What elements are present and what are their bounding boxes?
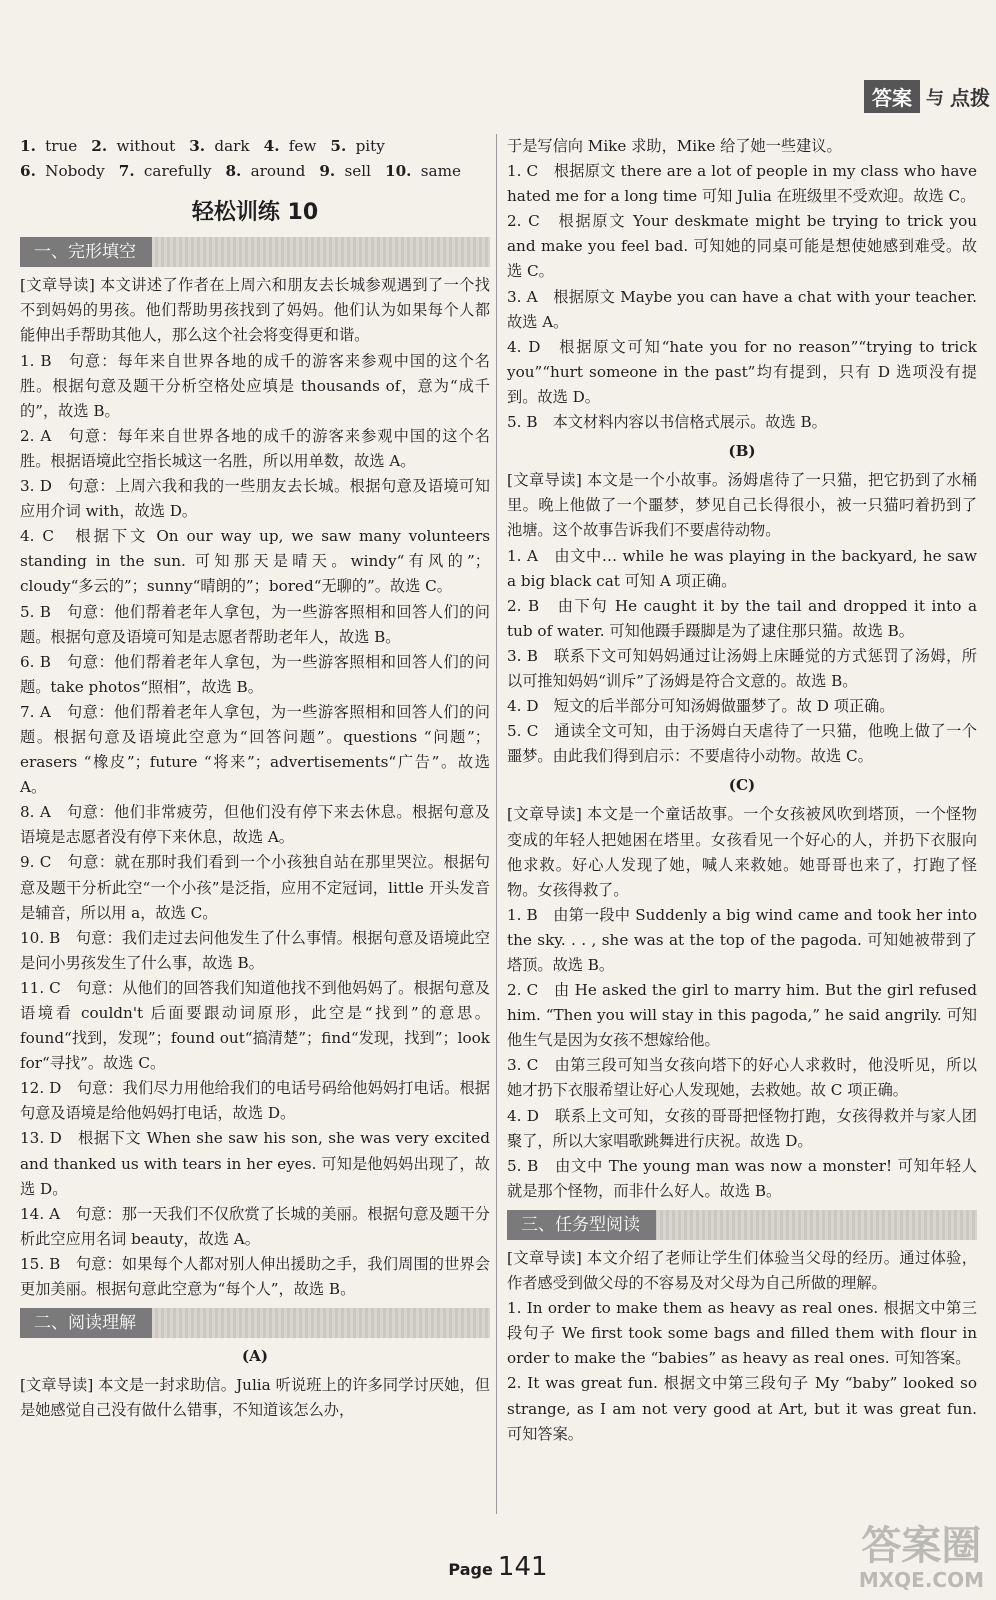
paragraph: 4. D 根据原文可知“hate you for no reason”“trying to trick you”“hurt someone in the past”均有提到，只有 D 选项没有提到。故选 D。 <box>507 337 977 406</box>
watermark-logo: 答案圈 <box>861 1523 982 1569</box>
right-column <box>507 134 977 1447</box>
paragraph: 8. A 句意：他们非常疲劳，但他们没有停下来去休息。根据句意及语境是志愿者没有停下来休息，故选 A。 <box>20 803 490 847</box>
header-answer-label: 答案 <box>864 80 920 113</box>
answer-item <box>385 159 461 184</box>
reading-a-answers <box>507 134 977 435</box>
reading-b-answers <box>507 468 977 769</box>
answer-item <box>91 134 175 159</box>
paragraph: 1. C 根据原文 there are a lot of people in my class who have hated me for a long time 可知 Julia 在班级里不受欢迎。故选 C。 <box>507 162 977 206</box>
answer-number: 8. <box>225 162 247 181</box>
answer-word: dark <box>214 137 250 155</box>
paragraph: 4. D 联系上文可知，女孩的哥哥把怪物打跑，女孩得救并与家人团聚了，所以大家唱歌跳舞进行庆祝。故选 D。 <box>507 1106 977 1150</box>
paragraph: [文章导读] 本文是一封求助信。Julia 听说班上的许多同学讨厌她，但是她感觉自己没有做什么错事，不知道该怎么办， <box>20 1376 490 1420</box>
paragraph: 6. B 句意：他们帮着老年人拿包，为一些游客照相和回答人们的问题。take photos“照相”，故选 B。 <box>20 652 490 696</box>
section-header-reading <box>20 1308 490 1338</box>
paragraph: 于是写信向 Mike 求助，Mike 给了她一些建议。 <box>507 137 842 155</box>
paragraph: 5. B 由文中 The young man was now a monster! 可知年轻人就是那个怪物，而非什么好人。故选 B。 <box>507 1156 977 1200</box>
paragraph: 5. B 句意：他们帮着老年人拿包，为一些游客照相和回答人们的问题。根据句意及语境可知是志愿者帮助老年人，故选 B。 <box>20 602 490 646</box>
answer-word: same <box>420 162 461 181</box>
answer-item <box>264 134 317 159</box>
paragraph: 2. B 由下句 He caught it by the tail and dropped it into a tub of water. 可知他蹑手蹑脚是为了逮住那只猫。故选 B。 <box>507 596 977 640</box>
answer-word: around <box>250 162 306 181</box>
answer-number: 9. <box>319 162 341 181</box>
paragraph: 4. C 根据下文 On our way up, we saw many volunteers standing in the sun. 可知那天是晴天。windy“有风的”；cloudy“多云的”；sunny“晴朗的”；bored“无聊的”。故选 C。 <box>20 527 490 596</box>
paragraph: 2. It was great fun. 根据文中第三段句子 My “baby” looked so strange, as I am not very good at Art, but it was great fun. 可知答案。 <box>507 1374 977 1443</box>
paragraph: 13. D 根据下文 When she saw his son, she was very excited and thanked us with tears in her eyes. 可知是他妈妈出现了，故选 D。 <box>20 1129 490 1198</box>
header-tab <box>864 80 996 113</box>
page-title: 轻松训练 10 <box>191 200 319 226</box>
paragraph: 3. B 联系下文可知妈妈通过让汤姆上床睡觉的方式惩罚了汤姆，所以可推知妈妈“训斥”了汤姆是符合文意的。故选 B。 <box>507 646 977 690</box>
paragraph: 9. C 句意：就在那时我们看到一个小孩独自站在那里哭泣。根据句意及题干分析此空“一个小孩”是泛指，应用不定冠词，little 开头发音是辅音，所以用 a，故选 C。 <box>20 853 490 922</box>
paragraph: 3. A 根据原文 Maybe you can have a chat with your teacher. 故选 A。 <box>507 287 977 331</box>
paragraph: 2. A 句意：每年来自世界各地的成千的游客来参观中国的这个名胜。根据语境此空指长城这一名胜，所以用单数，故选 A。 <box>20 426 490 470</box>
answer-item <box>20 134 77 159</box>
paragraph: [文章导读] 本文介绍了老师让学生们体验当父母的经历。通过体验，作者感受到做父母的不容易及对父母为自己所做的理解。 <box>507 1248 977 1293</box>
paragraph: 12. D 句意：我们尽力用他给我们的电话号码给他妈妈打电话。根据句意及语境是给他妈妈打电话，故选 D。 <box>20 1079 490 1123</box>
paragraph: 1. B 句意：每年来自世界各地的成千的游客来参观中国的这个名胜。根据句意及题干分析空格处应填是 thousands of，意为“成千的”，故选 B。 <box>20 351 490 420</box>
paragraph: 1. B 由第一段中 Suddenly a big wind came and took her into the sky. . . , she was at the top of the pagoda. 可知她被带到了塔顶。故选 B。 <box>507 905 977 974</box>
section-label: 二、阅读理解 <box>20 1308 152 1338</box>
page-label: Page <box>448 1560 493 1579</box>
answer-item <box>189 134 249 159</box>
page-footer <box>0 1552 996 1582</box>
answer-word: sell <box>344 162 371 181</box>
paragraph: 7. A 句意：他们帮着老年人拿包，为一些游客照相和回答人们的问题。根据句意及语境此空意为“回答问题”。questions “问题”；erasers “橡皮”；future “将来”；advertisements“广告”。故选 A。 <box>20 702 490 797</box>
answer-word: few <box>288 137 317 155</box>
cloze-answers <box>20 273 490 1302</box>
watermark <box>859 1524 984 1592</box>
answer-number: 10. <box>385 162 417 181</box>
subsection-b: (B) <box>728 442 756 461</box>
watermark-url: MXQE.COM <box>858 1568 984 1592</box>
paragraph: [文章导读] 本文是一个童话故事。一个女孩被风吹到塔顶，一个怪物变成的年轻人把她困在塔里。女孩看见一个好心的人，并扔下衣服向他求救。好心人发现了她，喊人来救她。她哥哥也来了，打跑了怪物。女孩得救了。 <box>507 805 977 899</box>
answer-item <box>225 159 305 184</box>
subsection-c: (C) <box>728 776 756 795</box>
answer-word: carefully <box>143 162 212 181</box>
paragraph: 3. C 由第三段可知当女孩向塔下的好心人求救时，他没听见，所以她才扔下衣服希望让好心人发现她，去救她。故 C 项正确。 <box>507 1056 977 1100</box>
answer-word: pity <box>355 137 385 155</box>
column-divider <box>496 134 497 1514</box>
answer-number: 1. <box>20 137 42 155</box>
section-label: 一、完形填空 <box>20 237 152 267</box>
subsection-a: (A) <box>241 1347 269 1366</box>
paragraph: 2. C 由 He asked the girl to marry him. But the girl refused him. “Then you will stay in this pagoda,” he said angrily. 可知他生气是因为女孩不想嫁给他。 <box>507 981 977 1050</box>
answer-word: Nobody <box>45 162 105 181</box>
answer-number: 7. <box>118 162 140 181</box>
left-column <box>20 134 490 1423</box>
paragraph: 14. A 句意：那一天我们不仅欣赏了长城的美丽。根据句意及题干分析此空应用名词 beauty，故选 A。 <box>20 1204 490 1248</box>
paragraph: 1. In order to make them as heavy as real ones. 根据文中第三段句子 We first took some bags and filled them with flour in order to make the “babies” as heavy as real ones. 可知答案。 <box>507 1299 977 1368</box>
header-with-label: 与 <box>926 87 944 109</box>
paragraph: 3. D 句意：上周六我和我的一些朋友去长城。根据句意及语境可知应用介词 with，故选 D。 <box>20 477 490 521</box>
paragraph: 5. C 通读全文可知，由于汤姆白天虐待了一只猫，他晚上做了一个噩梦。由此我们得到启示：不要虐待小动物。故选 C。 <box>507 722 977 766</box>
answer-item <box>319 159 371 184</box>
section-header-task <box>507 1210 977 1240</box>
answer-item <box>330 134 384 159</box>
paragraph: 1. A 由文中… while he was playing in the backyard, he saw a big black cat 可知 A 项正确。 <box>507 546 977 590</box>
answer-number: 6. <box>20 162 42 181</box>
reading-c-answers <box>507 802 977 1204</box>
answer-number: 5. <box>330 137 352 155</box>
task-reading-answers <box>507 1246 977 1447</box>
header-hint-label: 点拨 <box>950 86 990 110</box>
answer-number: 4. <box>263 137 285 155</box>
answer-number: 3. <box>189 137 211 155</box>
paragraph: 5. B 本文材料内容以书信格式展示。故选 B。 <box>507 413 827 432</box>
paragraph: [文章导读] 本文是一个小故事。汤姆虐待了一只猫，把它扔到了水桶里。晚上他做了一个噩梦，梦见自己长得很小，被一只猫叼着扔到了池塘。这个故事告诉我们不要虐待动物。 <box>507 471 977 540</box>
paragraph: 15. B 句意：如果每个人都对别人伸出援助之手，我们周围的世界会更加美丽。根据句意此空意为“每个人”，故选 B。 <box>20 1254 490 1299</box>
answer-item <box>119 159 212 184</box>
answer-word: true <box>45 137 78 155</box>
top-answers <box>20 134 490 184</box>
answer-number: 2. <box>91 137 113 155</box>
answer-item <box>20 159 105 184</box>
paragraph: 4. D 短文的后半部分可知汤姆做噩梦了。故 D 项正确。 <box>507 697 895 716</box>
section-header-cloze <box>20 237 490 267</box>
answer-word: without <box>116 137 176 155</box>
page-number: 141 <box>497 1552 548 1582</box>
section-label: 三、任务型阅读 <box>507 1210 656 1240</box>
paragraph: 2. C 根据原文 Your deskmate might be trying to trick you and make you feel bad. 可知她的同桌可能是想使她感到难受。故选 C。 <box>507 212 977 281</box>
paragraph: 11. C 句意：从他们的回答我们知道他找不到他妈妈了。根据句意及语境看 couldn't 后面要跟动词原形，此空是“找到”的意思。found“找到，发现”；found out“搞清楚”；find“发现，找到”；look for“寻找”。故选 C。 <box>20 978 490 1073</box>
paragraph: [文章导读] 本文讲述了作者在上周六和朋友去长城参观遇到了一个找不到妈妈的男孩。他们帮助男孩找到了妈妈。他们认为如果每个人都能伸出手帮助其他人，那么这个社会将变得更和谐。 <box>20 276 490 345</box>
paragraph: 10. B 句意：我们走过去问他发生了什么事情。根据句意及语境此空是问小男孩发生了什么事，故选 B。 <box>20 928 490 972</box>
